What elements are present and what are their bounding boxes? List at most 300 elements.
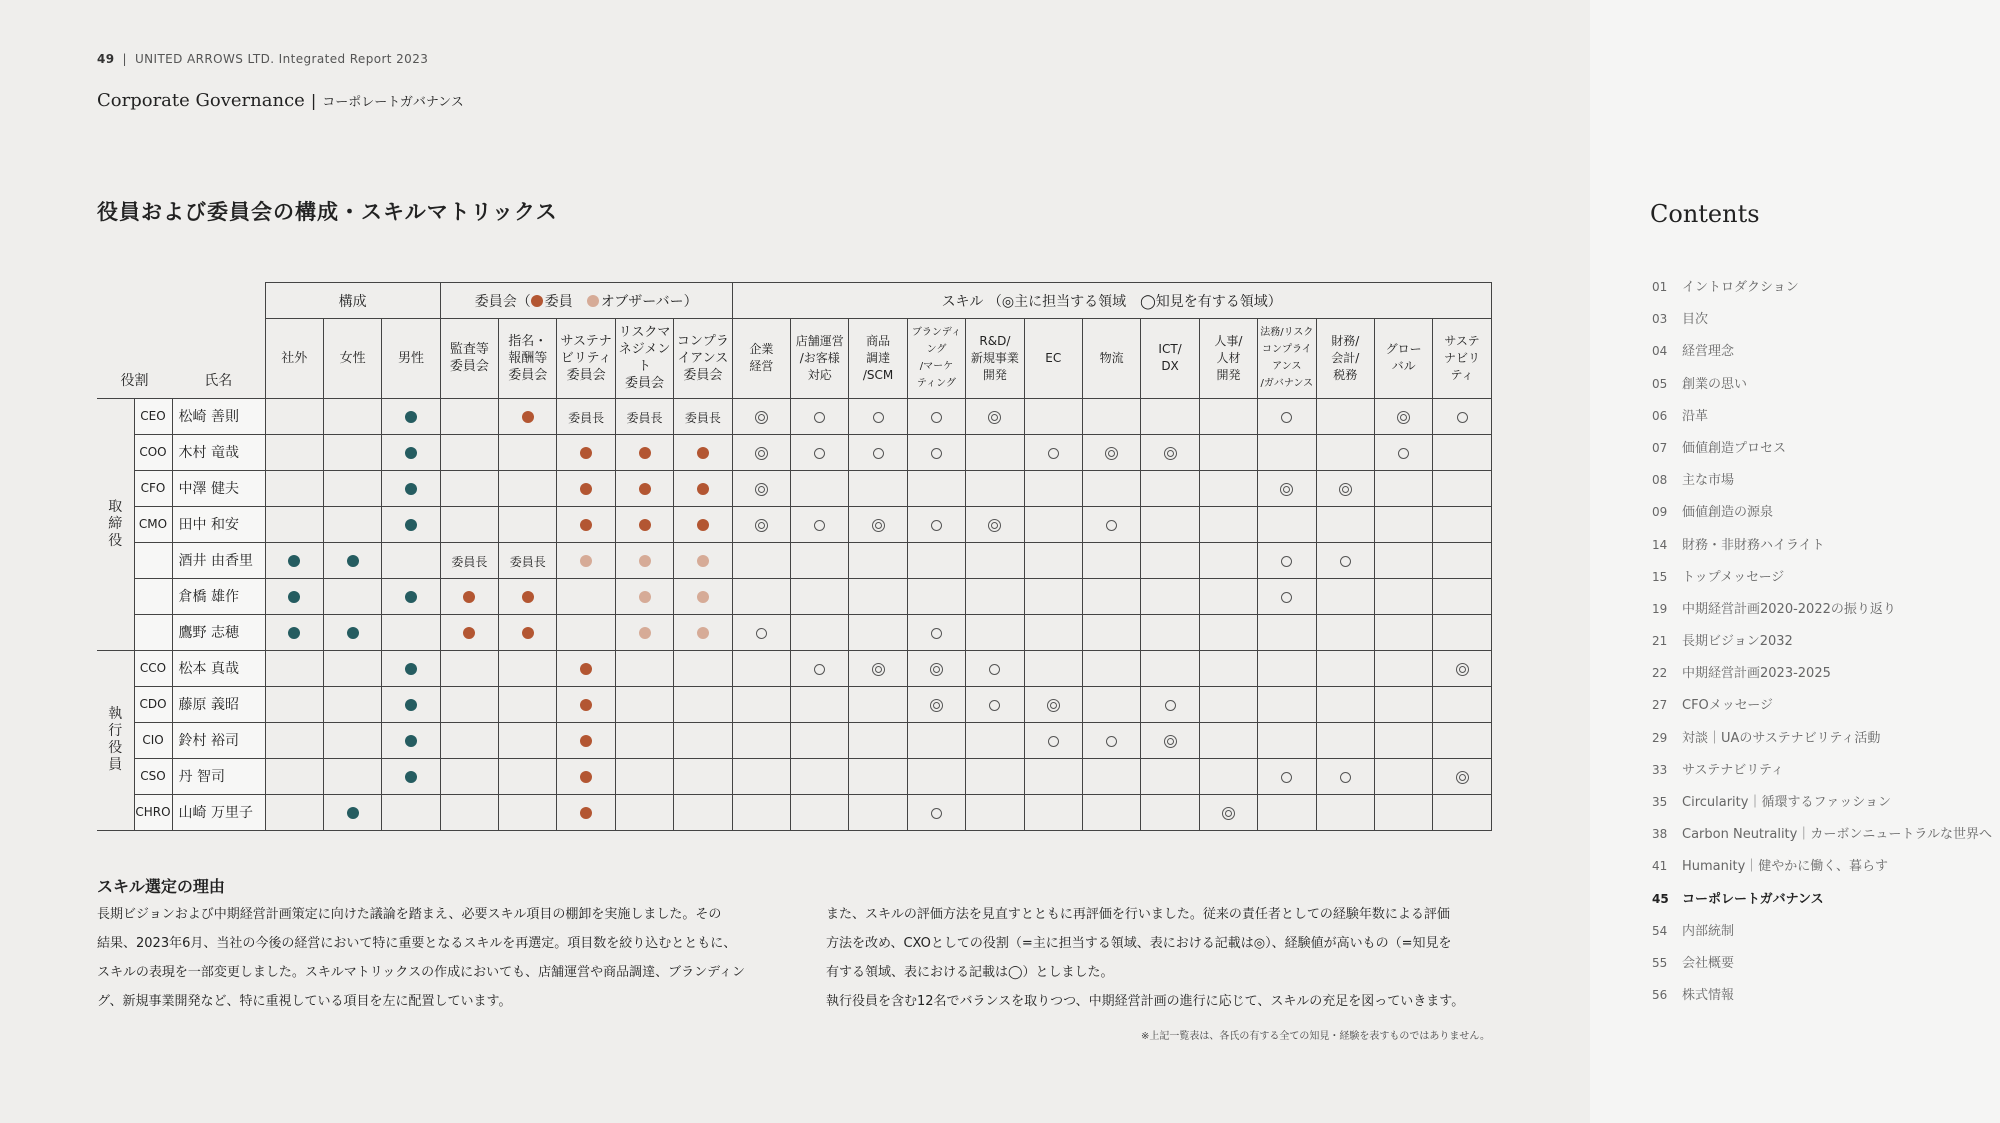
matrix-cell (382, 398, 440, 434)
matrix-cell (907, 794, 965, 830)
matrix-cell (1199, 542, 1257, 578)
matrix-cell (1024, 470, 1082, 506)
category-cell (97, 398, 134, 650)
matrix-cell (615, 794, 673, 830)
matrix-cell (323, 398, 381, 434)
matrix-cell (1141, 686, 1199, 722)
member-dot-legend (531, 295, 543, 307)
member-role: CEO (134, 398, 172, 434)
composition-dot (347, 627, 359, 639)
matrix-cell (849, 434, 907, 470)
committee-column-0 (440, 319, 498, 399)
matrix-cell (1082, 542, 1140, 578)
contents-item[interactable] (1652, 984, 1992, 1016)
skill-column-2 (849, 319, 907, 399)
matrix-cell (323, 686, 381, 722)
matrix-cell (849, 794, 907, 830)
matrix-cell (674, 470, 732, 506)
matrix-cell (615, 470, 673, 506)
matrix-cell (791, 650, 849, 686)
skill-column-10-line: 財務/ (1331, 333, 1360, 348)
category-label-char: 行 (108, 723, 123, 739)
page-title: 役員および委員会の構成・スキルマトリックス (97, 200, 558, 224)
matrix-cell (732, 614, 790, 650)
contents-item[interactable] (1652, 920, 1992, 952)
matrix-cell (907, 542, 965, 578)
committee-member-dot (580, 699, 592, 711)
matrix-cell (1082, 650, 1140, 686)
committee-member-dot (580, 735, 592, 747)
committee-member-dot (463, 591, 475, 603)
member-name: 酒井 由香里 (172, 542, 265, 578)
contents-item-label: トップメッセージ (1682, 569, 1785, 585)
member-role: CSO (134, 758, 172, 794)
matrix-cell (674, 758, 732, 794)
matrix-cell (1258, 794, 1316, 830)
matrix-cell (849, 398, 907, 434)
committee-chair-label: 委員長 (568, 410, 605, 425)
matrix-cell (615, 506, 673, 542)
contents-item-number: 38 (1652, 827, 1668, 842)
skill-column-11 (1374, 319, 1432, 399)
contents-item-label: コーポレートガバナンス (1682, 891, 1824, 907)
reason-paragraph-right (826, 900, 1464, 1016)
matrix-cell (1024, 434, 1082, 470)
matrix-cell (382, 578, 440, 614)
primary-skill-mark (930, 663, 943, 676)
matrix-cell (265, 506, 323, 542)
contents-item-label: 財務・非財務ハイライト (1682, 537, 1825, 553)
matrix-cell (907, 686, 965, 722)
skill-column-12-line: ティ (1450, 367, 1474, 382)
contents-item[interactable] (1652, 566, 1992, 598)
group-header-committee (440, 283, 732, 319)
composition-dot (288, 555, 300, 567)
skill-column-9-line: 法務/リスク (1260, 327, 1314, 339)
primary-skill-mark (1047, 699, 1060, 712)
matrix-cell (1433, 506, 1491, 542)
skill-column-9-line: コンプライアンス (1261, 344, 1312, 373)
member-name: 丹 智司 (172, 758, 265, 794)
matrix-cell (732, 650, 790, 686)
matrix-cell (791, 686, 849, 722)
primary-skill-mark (1339, 483, 1352, 496)
matrix-cell (1199, 506, 1257, 542)
composition-dot (288, 591, 300, 603)
matrix-cell (1199, 650, 1257, 686)
matrix-cell (1082, 614, 1140, 650)
matrix-cell (1199, 794, 1257, 830)
matrix-cell (499, 470, 557, 506)
matrix-cell (1141, 470, 1199, 506)
committee-observer-dot (639, 591, 651, 603)
matrix-cell (732, 722, 790, 758)
knowledge-skill-mark (1048, 448, 1059, 459)
matrix-cell (732, 794, 790, 830)
composition-dot (405, 663, 417, 675)
matrix-cell (557, 686, 615, 722)
contents-item-label: 価値創造の源泉 (1682, 505, 1774, 521)
right_lines-line: 方法を改め、CXOとしての役割（=主に担当する領域、表における記載は◎）、経験値が高いもの（=知見を (826, 936, 1452, 951)
primary-skill-mark (1105, 447, 1118, 460)
matrix-cell (499, 578, 557, 614)
member-role: COO (134, 434, 172, 470)
knowledge-skill-mark (1106, 736, 1117, 747)
matrix-cell (615, 614, 673, 650)
contents-item[interactable] (1652, 855, 1992, 887)
skill-column-4-line: 開発 (982, 367, 1007, 382)
contents-item[interactable] (1652, 534, 1992, 566)
matrix-cell (615, 398, 673, 434)
knowledge-skill-mark (756, 628, 767, 639)
composition-dot (405, 699, 417, 711)
skill-column-1-line: /お客様 (799, 350, 840, 365)
group-header-skills: スキル （◎主に担当する領域 ◯知見を有する領域） (732, 283, 1491, 319)
matrix-cell (674, 614, 732, 650)
member-row (97, 722, 1491, 758)
matrix-cell (1258, 542, 1316, 578)
composition-column-1: 女性 (323, 319, 381, 399)
skill-column-9-line: /ガバナンス (1260, 378, 1314, 390)
knowledge-skill-mark (1340, 772, 1351, 783)
matrix-cell (265, 470, 323, 506)
header-separator: | (122, 52, 127, 66)
contents-item[interactable] (1652, 405, 1992, 437)
contents-item-label: 創業の思い (1682, 376, 1748, 392)
matrix-cell (1141, 614, 1199, 650)
committee-column-1-line: 指名・ (508, 333, 548, 349)
right_lines-line: 執行役員を含む12名でバランスを取りつつ、中期経営計画の進行に応じて、スキルの充足を図っていきます。 (826, 994, 1465, 1009)
contents-item[interactable] (1652, 308, 1992, 340)
composition-dot (347, 555, 359, 567)
matrix-cell (323, 506, 381, 542)
matrix-cell (674, 722, 732, 758)
skill-column-0-line: 経営 (749, 359, 774, 374)
matrix-cell (1433, 434, 1491, 470)
knowledge-skill-mark (931, 448, 942, 459)
committee-member-dot (522, 411, 534, 423)
matrix-cell (791, 434, 849, 470)
matrix-cell (966, 398, 1024, 434)
member-row (97, 794, 1491, 830)
matrix-cell (1199, 614, 1257, 650)
contents-item-number: 15 (1652, 569, 1668, 584)
matrix-cell (849, 686, 907, 722)
matrix-cell (1433, 578, 1491, 614)
skill-matrix-table (97, 282, 1492, 831)
member-name: 田中 和安 (172, 506, 265, 542)
skill-column-0 (732, 319, 790, 399)
member-name: 木村 竜哉 (172, 434, 265, 470)
skill-column-2-line: 調達 (866, 350, 891, 365)
matrix-cell (1433, 650, 1491, 686)
matrix-cell (382, 650, 440, 686)
contents-item[interactable] (1652, 888, 1992, 920)
matrix-cell (382, 614, 440, 650)
matrix-cell (265, 542, 323, 578)
contents-item-label: 中期経営計画2020-2022の振り返り (1682, 601, 1896, 617)
matrix-cell (674, 686, 732, 722)
contents-item-number: 35 (1652, 795, 1668, 809)
skill-column-7-line: ICT/ (1158, 342, 1182, 357)
matrix-cell (440, 650, 498, 686)
matrix-cell (849, 758, 907, 794)
member-name: 鈴村 裕司 (172, 722, 265, 758)
matrix-cell (1433, 794, 1491, 830)
committee-chair-label: 委員長 (684, 410, 721, 425)
contents-item-number: 14 (1652, 537, 1668, 552)
matrix-cell (1374, 614, 1432, 650)
matrix-cell (791, 578, 849, 614)
skill-column-7-line: DX (1161, 359, 1179, 374)
matrix-cell (732, 470, 790, 506)
right_lines-line: また、スキルの評価方法を見直すとともに再評価を行いました。従来の責任者としての経験年数による評価 (826, 907, 1450, 922)
matrix-cell (1199, 686, 1257, 722)
matrix-cell (849, 506, 907, 542)
contents-item-number: 07 (1652, 440, 1668, 455)
matrix-cell (265, 758, 323, 794)
contents-item[interactable] (1652, 598, 1992, 630)
committee-column-2-line: サステナ (560, 333, 612, 349)
matrix-cell (1141, 722, 1199, 758)
matrix-cell (440, 794, 498, 830)
committee-column-4-line: 委員会 (683, 367, 723, 383)
matrix-cell (674, 794, 732, 830)
contents-item-label: 経営理念 (1682, 344, 1735, 360)
knowledge-skill-mark (1106, 520, 1117, 531)
knowledge-skill-mark (1457, 412, 1468, 423)
member-name: 松崎 善則 (172, 398, 265, 434)
matrix-cell (557, 614, 615, 650)
contents-item[interactable] (1652, 276, 1992, 308)
committee-member-dot (697, 483, 709, 495)
contents-item-number: 33 (1652, 762, 1668, 777)
member-role (134, 578, 172, 614)
contents-item-label: Carbon Neutrality｜カーボンニュートラルな世界へ (1682, 827, 1992, 843)
contents-item[interactable] (1652, 373, 1992, 405)
matrix-cell (1316, 794, 1374, 830)
matrix-cell (1316, 506, 1374, 542)
knowledge-skill-mark (873, 448, 884, 459)
category-label-char: 執 (108, 706, 123, 722)
contents-sidebar (1590, 0, 2000, 1123)
matrix-cell (615, 686, 673, 722)
matrix-cell (323, 650, 381, 686)
matrix-cell (1374, 650, 1432, 686)
matrix-cell (1141, 542, 1199, 578)
matrix-cell (615, 650, 673, 686)
matrix-cell (265, 650, 323, 686)
matrix-cell (499, 614, 557, 650)
contents-item[interactable] (1652, 727, 1992, 759)
member-row (97, 686, 1491, 722)
member-role (134, 614, 172, 650)
matrix-cell (674, 542, 732, 578)
report-name: UNITED ARROWS LTD. Integrated Report 2023 (134, 52, 429, 66)
matrix-cell (966, 758, 1024, 794)
matrix-cell (907, 614, 965, 650)
matrix-cell (1258, 650, 1316, 686)
contents-item[interactable] (1652, 952, 1992, 984)
matrix-cell (440, 506, 498, 542)
matrix-cell (557, 434, 615, 470)
skill-column-8 (1199, 319, 1257, 399)
contents-item-number: 41 (1652, 859, 1668, 874)
contents-item[interactable] (1652, 759, 1992, 791)
matrix-cell (323, 470, 381, 506)
knowledge-skill-mark (814, 520, 825, 531)
left_lines-line: 長期ビジョンおよび中期経営計画策定に向けた議論を踏まえ、必要スキル項目の棚卸を実施しました。その (97, 907, 722, 922)
category-cell (97, 650, 134, 830)
matrix-cell (791, 542, 849, 578)
matrix-cell (907, 650, 965, 686)
committee-member-dot (580, 663, 592, 675)
matrix-cell (1141, 794, 1199, 830)
section-title-en: Corporate Governance (97, 90, 305, 111)
matrix-cell (1316, 470, 1374, 506)
composition-dot (405, 735, 417, 747)
matrix-cell (732, 398, 790, 434)
skill-column-12-line: ナビリ (1444, 350, 1481, 365)
matrix-cell (1024, 614, 1082, 650)
knowledge-skill-mark (931, 808, 942, 819)
contents-item-label: Humanity｜健やかに働く、暮らす (1682, 859, 1889, 875)
knowledge-skill-mark (814, 664, 825, 675)
matrix-cell (966, 542, 1024, 578)
primary-skill-mark (1222, 807, 1235, 820)
skill-column-8-line: 人材 (1216, 350, 1241, 365)
category-label-char: 締 (108, 515, 123, 532)
matrix-cell (265, 686, 323, 722)
skill-column-3-line: ティング (916, 378, 956, 390)
contents-item[interactable] (1652, 694, 1992, 726)
contents-item-label: Circularity｜循環するファッション (1682, 795, 1891, 810)
committee-observer-dot (639, 627, 651, 639)
member-role (134, 542, 172, 578)
committee-member-dot (639, 447, 651, 459)
skill-column-3 (907, 319, 965, 399)
committee-member-dot (522, 591, 534, 603)
matrix-cell (1141, 758, 1199, 794)
matrix-cell (1374, 758, 1432, 794)
contents-item-number: 45 (1652, 891, 1669, 906)
matrix-cell (1433, 758, 1491, 794)
contents-item[interactable] (1652, 469, 1992, 501)
matrix-cell (1082, 578, 1140, 614)
primary-skill-mark (1164, 447, 1177, 460)
matrix-cell (1258, 506, 1316, 542)
committee-column-0-line: 監査等 (449, 342, 489, 358)
matrix-cell (907, 578, 965, 614)
committee-member-dot (580, 807, 592, 819)
matrix-cell (732, 686, 790, 722)
contents-item[interactable] (1652, 340, 1992, 372)
contents-item-label: 内部統制 (1682, 923, 1735, 939)
matrix-cell (674, 398, 732, 434)
matrix-cell (966, 686, 1024, 722)
matrix-cell (1258, 686, 1316, 722)
left_lines-line: スキルの表現を一部変更しました。スキルマトリックスの作成においても、店舗運営や商品調達、ブランディン (97, 965, 746, 980)
skill-column-4-line: 新規事業 (970, 350, 1019, 365)
matrix-cell (1374, 506, 1432, 542)
matrix-cell (615, 758, 673, 794)
knowledge-skill-mark (1165, 700, 1176, 711)
composition-dot (288, 627, 300, 639)
matrix-cell (1082, 470, 1140, 506)
contents-item[interactable] (1652, 662, 1992, 694)
matrix-cell (1199, 398, 1257, 434)
member-role: CDO (134, 686, 172, 722)
matrix-cell (1024, 722, 1082, 758)
matrix-cell (1141, 398, 1199, 434)
matrix-cell (1258, 398, 1316, 434)
skill-column-1-line: 店舗運営 (795, 333, 844, 348)
contents-item-number: 54 (1652, 923, 1668, 938)
matrix-cell (1316, 614, 1374, 650)
knowledge-skill-mark (873, 412, 884, 423)
contents-item[interactable] (1652, 501, 1992, 533)
contents-item[interactable] (1652, 630, 1992, 662)
matrix-cell (732, 434, 790, 470)
committee-chair-label: 委員長 (451, 554, 488, 569)
primary-skill-mark (1456, 663, 1469, 676)
matrix-cell (615, 434, 673, 470)
member-row (97, 506, 1491, 542)
matrix-cell (265, 398, 323, 434)
skill-column-4 (966, 319, 1024, 399)
matrix-cell (557, 470, 615, 506)
primary-skill-mark (755, 519, 768, 532)
matrix-cell (791, 614, 849, 650)
matrix-cell (1433, 614, 1491, 650)
skill-column-0-line: 企業 (749, 342, 774, 357)
page-number: 49 (97, 52, 115, 66)
matrix-cell (382, 686, 440, 722)
skill-column-11-line: グロー (1385, 342, 1422, 357)
contents-item-number: 55 (1652, 955, 1668, 970)
matrix-cell (440, 614, 498, 650)
matrix-cell (440, 398, 498, 434)
matrix-cell (499, 686, 557, 722)
matrix-cell (1141, 434, 1199, 470)
knowledge-skill-mark (1281, 412, 1292, 423)
member-role: CMO (134, 506, 172, 542)
matrix-cell (966, 614, 1024, 650)
matrix-cell (615, 578, 673, 614)
matrix-cell (849, 542, 907, 578)
matrix-cell (499, 650, 557, 686)
committee-member-dot (522, 627, 534, 639)
composition-column-0: 社外 (265, 319, 323, 399)
primary-skill-mark (872, 519, 885, 532)
matrix-cell (615, 722, 673, 758)
knowledge-skill-mark (1398, 448, 1409, 459)
matrix-body (97, 398, 1491, 830)
contents-item[interactable] (1652, 791, 1992, 823)
skill-column-10-line: 会計/ (1331, 350, 1360, 365)
contents-item[interactable] (1652, 437, 1992, 469)
left_lines-line: 結果、2023年6月、当社の今後の経営において特に重要となるスキルを再選定。項目数を絞り込むとともに、 (97, 936, 737, 951)
member-role: CIO (134, 722, 172, 758)
category-label-char: 取 (108, 498, 123, 515)
knowledge-skill-mark (931, 628, 942, 639)
primary-skill-mark (755, 411, 768, 424)
matrix-cell (732, 758, 790, 794)
matrix-cell (265, 578, 323, 614)
contents-item[interactable] (1652, 823, 1992, 855)
contents-item-label: 会社概要 (1682, 955, 1735, 971)
reason-title: スキル選定の理由 (97, 877, 225, 896)
